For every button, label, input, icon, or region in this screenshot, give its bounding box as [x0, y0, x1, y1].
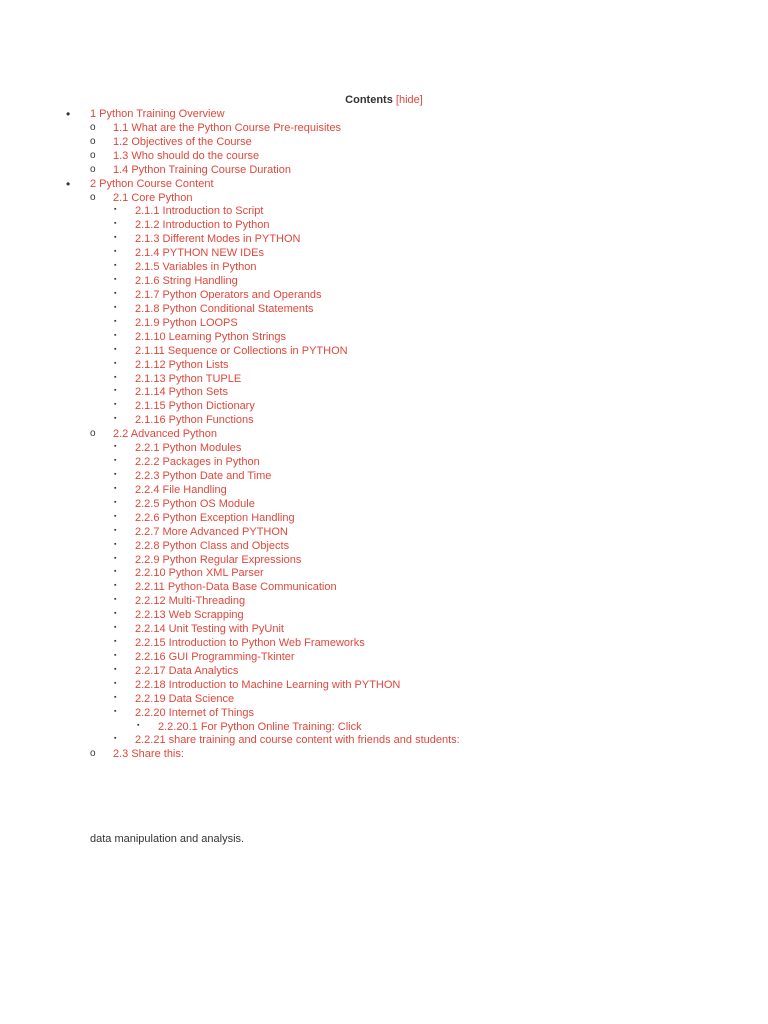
- toc-title: Contents: [345, 94, 393, 106]
- toc-item: [0, 608, 768, 622]
- toc-link[interactable]: 2.1.13 Python TUPLE: [135, 372, 242, 385]
- body-paragraph: data manipulation and analysis.: [90, 833, 245, 845]
- toc-item: [0, 706, 768, 720]
- bullet-icon: o: [90, 191, 96, 203]
- toc-header: [0, 93, 768, 107]
- toc-link[interactable]: 2.1.4 PYTHON NEW IDEs: [135, 247, 264, 260]
- toc-link[interactable]: 2.1.14 Python Sets: [135, 386, 228, 399]
- toc-link[interactable]: 2.2.20.1 For Python Online Training: Click: [158, 720, 362, 733]
- bullet-icon: ▪: [114, 331, 117, 339]
- toc-item: [0, 316, 768, 330]
- toc-link[interactable]: 2.2.15 Introduction to Python Web Frameworks: [135, 637, 365, 650]
- bullet-icon: ▪: [114, 596, 117, 604]
- toc-link[interactable]: 2.1.2 Introduction to Python: [135, 219, 270, 232]
- toc-item: [0, 246, 768, 260]
- toc-item: [0, 135, 768, 149]
- toc-item: [0, 107, 768, 121]
- toc-item: [0, 497, 768, 511]
- bullet-icon: ▪: [114, 373, 117, 381]
- bullet-icon: ▪: [114, 693, 117, 701]
- toc-item: [0, 483, 768, 497]
- bullet-icon: ▪: [114, 484, 117, 492]
- bullet-icon: •: [66, 107, 71, 121]
- bullet-icon: ▪: [114, 540, 117, 548]
- toc-item: [0, 372, 768, 386]
- toc-link[interactable]: 2.2 Advanced Python: [113, 428, 217, 441]
- toc-link[interactable]: 1.2 Objectives of the Course: [113, 135, 252, 148]
- toc-item: [0, 218, 768, 232]
- bullet-icon: ▪: [114, 317, 117, 325]
- bullet-icon: ▪: [114, 206, 117, 214]
- bullet-icon: ▪: [114, 707, 117, 715]
- bullet-icon: ▪: [114, 401, 117, 409]
- bullet-icon: ▪: [114, 610, 117, 618]
- toc-item: [0, 204, 768, 218]
- toc-link[interactable]: 2.1.1 Introduction to Script: [135, 205, 264, 218]
- toc-item: [0, 566, 768, 580]
- bullet-icon: ▪: [114, 415, 117, 423]
- toc-link[interactable]: 2.2.1 Python Modules: [135, 442, 242, 455]
- bullet-icon: ▪: [114, 345, 117, 353]
- toc-link[interactable]: 2.2.16 GUI Programming-Tkinter: [135, 650, 295, 663]
- toc-item: [0, 177, 768, 191]
- toc-item: [0, 413, 768, 427]
- bullet-icon: ▪: [114, 568, 117, 576]
- toc-item: [0, 580, 768, 594]
- toc-link[interactable]: 2.1.11 Sequence or Collections in PYTHON: [135, 344, 348, 357]
- toc-item: [0, 344, 768, 358]
- bullet-icon: ▪: [114, 512, 117, 520]
- toc-link[interactable]: 2.2.10 Python XML Parser: [135, 567, 264, 580]
- toc-link[interactable]: 2.2.19 Data Science: [135, 692, 235, 705]
- toc-link[interactable]: 2 Python Course Content: [90, 177, 214, 190]
- toc-link[interactable]: 2.1.12 Python Lists: [135, 358, 229, 371]
- toc-item: [0, 525, 768, 539]
- bullet-icon: o: [90, 135, 96, 147]
- bullet-icon: ▪: [114, 582, 117, 590]
- toc-link[interactable]: 2.2.5 Python OS Module: [135, 497, 255, 510]
- toc-link[interactable]: 1.4 Python Training Course Duration: [113, 163, 291, 176]
- toc-list: [0, 107, 768, 761]
- toc-bracket-open: [: [395, 94, 399, 106]
- bullet-icon: ▪: [114, 387, 117, 395]
- bullet-icon: ▪: [114, 443, 117, 451]
- bullet-icon: ▪: [114, 220, 117, 228]
- toc-item: [0, 149, 768, 163]
- toc-link[interactable]: 2.2.11 Python-Data Base Communication: [135, 581, 337, 594]
- toc-link[interactable]: 2.2.2 Packages in Python: [135, 456, 260, 469]
- bullet-icon: o: [90, 149, 96, 161]
- toc-item: [0, 441, 768, 455]
- toc-item: [0, 121, 768, 135]
- toc-link[interactable]: 1 Python Training Overview: [90, 108, 225, 120]
- bullet-icon: ▪: [114, 457, 117, 465]
- toc-item: [0, 260, 768, 274]
- toc-item: [0, 747, 768, 761]
- toc-link[interactable]: 2.1.16 Python Functions: [135, 414, 254, 427]
- toc-link[interactable]: 2.1.3 Different Modes in PYTHON: [135, 233, 301, 246]
- bullet-icon: ▪: [114, 665, 117, 673]
- bullet-icon: ▪: [114, 638, 117, 646]
- bullet-icon: o: [90, 121, 96, 133]
- toc-item: [0, 302, 768, 316]
- toc-link[interactable]: 2.2.7 More Advanced PYTHON: [135, 525, 288, 538]
- toc-link[interactable]: 2.2.4 File Handling: [135, 483, 227, 496]
- toc-link[interactable]: 2.3 Share this:: [113, 748, 184, 761]
- toc-link[interactable]: 2.2.14 Unit Testing with PyUnit: [135, 623, 284, 636]
- toc-item: [0, 358, 768, 372]
- bullet-icon: ▪: [137, 721, 140, 729]
- bullet-icon: ▪: [114, 735, 117, 743]
- toc-item: [0, 288, 768, 302]
- bullet-icon: ▪: [114, 526, 117, 534]
- toc-link[interactable]: 2.1.8 Python Conditional Statements: [135, 302, 314, 315]
- toc-item: [0, 622, 768, 636]
- bullet-icon: o: [90, 748, 96, 760]
- toc-item: [0, 330, 768, 344]
- toc-item: [0, 163, 768, 177]
- toc-link[interactable]: 2.2.12 Multi-Threading: [135, 595, 246, 608]
- toc-item: [0, 232, 768, 246]
- bullet-icon: ▪: [114, 262, 117, 270]
- toc-link[interactable]: 2.2.3 Python Date and Time: [135, 469, 272, 482]
- bullet-icon: ▪: [114, 248, 117, 256]
- toc-item: [0, 720, 768, 734]
- toc-link[interactable]: 2.2.21 share training and course content with friends and students:: [135, 734, 460, 747]
- toc-item: [0, 191, 768, 205]
- toc-link[interactable]: 2.2.13 Web Scrapping: [135, 609, 244, 622]
- toc-item: [0, 385, 768, 399]
- toc-link[interactable]: 2.2.18 Introduction to Machine Learning with PYTHON: [135, 678, 401, 691]
- toc-link[interactable]: 2.1 Core Python: [113, 191, 193, 204]
- toc-link[interactable]: 2.1.10 Learning Python Strings: [135, 330, 287, 343]
- toc-link[interactable]: 2.2.6 Python Exception Handling: [135, 511, 295, 524]
- toc-item: [0, 692, 768, 706]
- bullet-icon: ▪: [114, 498, 117, 506]
- bullet-icon: ▪: [114, 276, 117, 284]
- toc-item: [0, 594, 768, 608]
- bullet-icon: o: [90, 428, 96, 440]
- toc-bracket-close: ]: [419, 94, 423, 106]
- toc-link[interactable]: 2.1.15 Python Dictionary: [135, 400, 255, 413]
- toc-link[interactable]: 2.2.20 Internet of Things: [135, 706, 255, 719]
- toc-item: [0, 678, 768, 692]
- bullet-icon: o: [90, 163, 96, 175]
- toc-item: [0, 427, 768, 441]
- toc-link[interactable]: 2.1.9 Python LOOPS: [135, 316, 238, 329]
- toc-link[interactable]: 2.2.9 Python Regular Expressions: [135, 553, 302, 566]
- toc-item: [0, 733, 768, 747]
- bullet-icon: ▪: [114, 289, 117, 297]
- toc-item: [0, 539, 768, 553]
- toc-link[interactable]: 2.1.6 String Handling: [135, 275, 238, 288]
- bullet-icon: ▪: [114, 624, 117, 632]
- toc-link[interactable]: 1.3 Who should do the course: [113, 149, 260, 162]
- toc-link[interactable]: 2.1.7 Python Operators and Operands: [135, 288, 322, 301]
- toc-link[interactable]: 2.1.5 Variables in Python: [135, 261, 257, 274]
- bullet-icon: ▪: [114, 651, 117, 659]
- toc-item: [0, 274, 768, 288]
- toc-link[interactable]: 1.1 What are the Python Course Pre-requisites: [113, 121, 342, 134]
- toc-item: [0, 455, 768, 469]
- toc-item: [0, 553, 768, 567]
- toc-item: [0, 511, 768, 525]
- toc-hide-link[interactable]: hide: [398, 94, 420, 106]
- bullet-icon: •: [66, 176, 71, 191]
- toc-link[interactable]: 2.2.8 Python Class and Objects: [135, 539, 290, 552]
- toc-item: [0, 664, 768, 678]
- bullet-icon: ▪: [114, 234, 117, 242]
- toc-item: [0, 469, 768, 483]
- toc-item: [0, 399, 768, 413]
- toc-item: [0, 650, 768, 664]
- toc-item: [0, 636, 768, 650]
- toc-link[interactable]: 2.2.17 Data Analytics: [135, 664, 239, 677]
- bullet-icon: ▪: [114, 470, 117, 478]
- bullet-icon: ▪: [114, 303, 117, 311]
- bullet-icon: ▪: [114, 359, 117, 367]
- bullet-icon: ▪: [114, 554, 117, 562]
- bullet-icon: ▪: [114, 679, 117, 687]
